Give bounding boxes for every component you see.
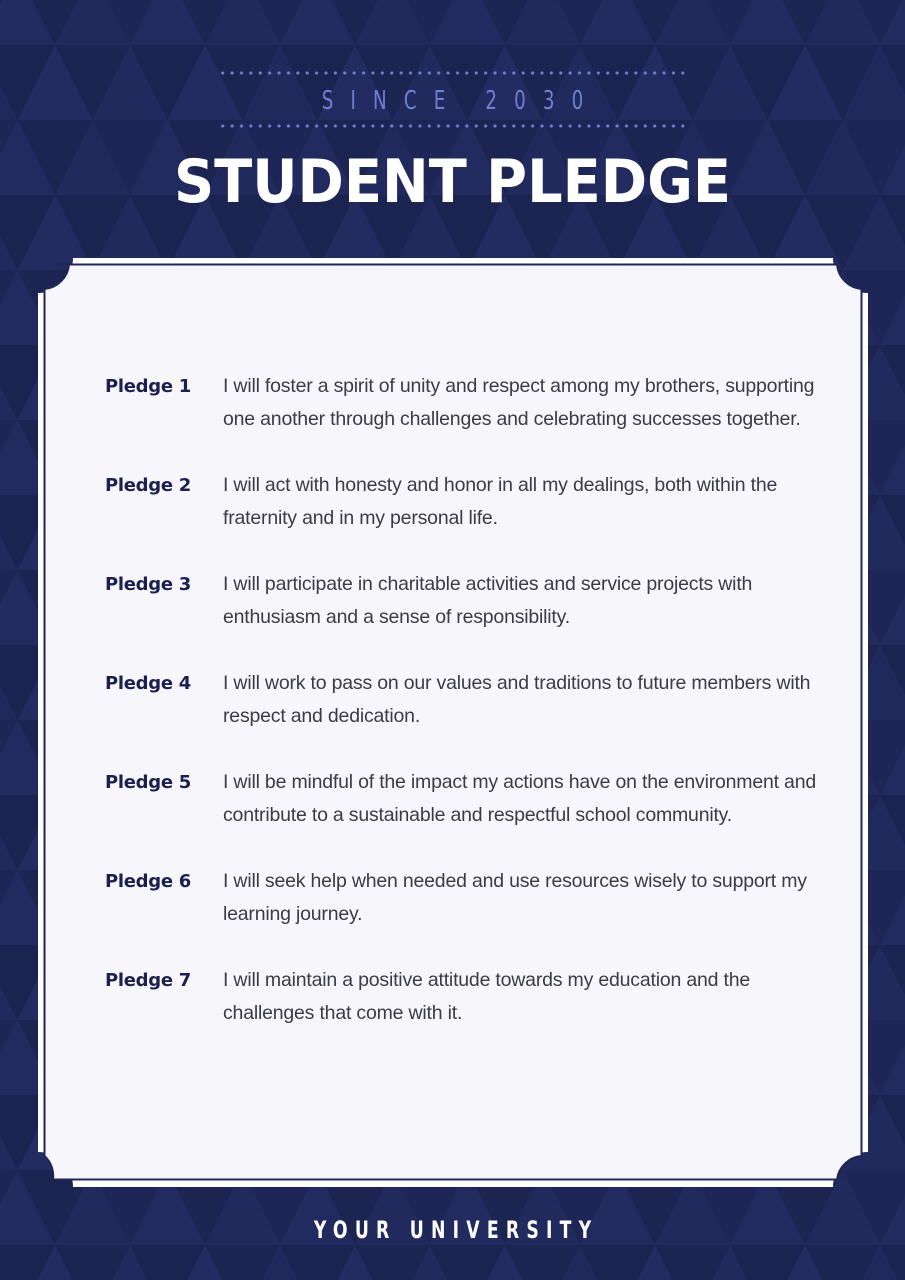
pledge-list bbox=[105, 370, 840, 1063]
pledge-text: I will maintain a positive attitude towards my education and the challenges that come with it. bbox=[223, 969, 750, 1024]
since-label: SINCE 2030 bbox=[321, 86, 601, 116]
pledge-label: Pledge 1 bbox=[105, 376, 191, 397]
pledge-text: I will seek help when needed and use resources wisely to support my learning journey. bbox=[223, 870, 807, 925]
pledge-label: Pledge 7 bbox=[105, 970, 191, 991]
pledge-item-6 bbox=[105, 865, 840, 931]
pledge-label: Pledge 4 bbox=[105, 673, 191, 694]
pledge-text: I will be mindful of the impact my actions have on the environment and contribute to a sustainable and respectful school community. bbox=[223, 771, 816, 826]
pledge-item-7 bbox=[105, 964, 840, 1030]
pledge-item-4 bbox=[105, 667, 840, 733]
pledge-text: I will participate in charitable activities and service projects with enthusiasm and a sense of responsibility. bbox=[223, 573, 753, 628]
pledge-text: I will act with honesty and honor in all my dealings, both within the fraternity and in my personal life. bbox=[223, 474, 778, 529]
pledge-item-2 bbox=[105, 469, 840, 535]
pledge-label: Pledge 5 bbox=[105, 772, 191, 793]
pledge-item-3 bbox=[105, 568, 840, 634]
pledge-text: I will work to pass on our values and traditions to future members with respect and dedication. bbox=[223, 672, 811, 727]
pledge-text: I will foster a spirit of unity and respect among my brothers, supporting one another through challenges and celebrating successes together. bbox=[223, 375, 815, 430]
institution-name: YOUR UNIVERSITY bbox=[313, 1216, 599, 1244]
pledge-item-5 bbox=[105, 766, 840, 832]
pledge-label: Pledge 3 bbox=[105, 574, 191, 595]
page-title: STUDENT PLEDGE bbox=[173, 147, 731, 217]
pledge-label: Pledge 2 bbox=[105, 475, 191, 496]
pledge-label: Pledge 6 bbox=[105, 871, 191, 892]
pledge-item-1 bbox=[105, 370, 840, 436]
